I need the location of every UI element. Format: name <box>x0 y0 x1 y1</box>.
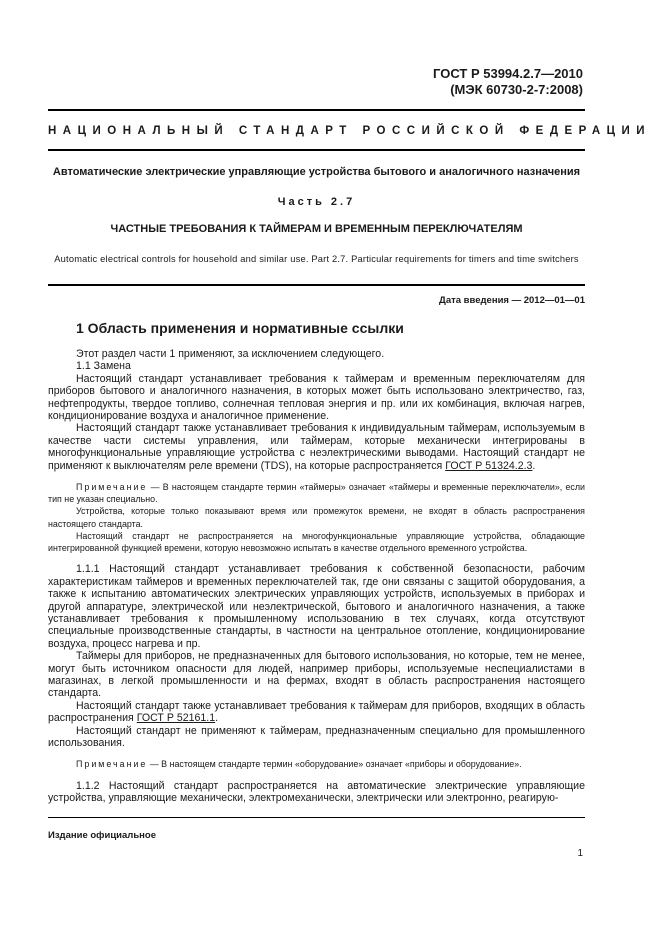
paragraph: 1.1 Замена <box>76 360 131 373</box>
edition-label: Издание официальное <box>48 830 156 841</box>
date-introduced: Дата введения — 2012—01—01 <box>439 295 585 306</box>
paragraph-text: Настоящий стандарт также устанавливает требования к таймерам для приборов, входящих в область распространения <box>48 699 585 725</box>
note-label: Примечание <box>76 482 148 493</box>
document-subtitle: ЧАСТНЫЕ ТРЕБОВАНИЯ К ТАЙМЕРАМ И ВРЕМЕННЫМ ПЕРЕКЛЮЧАТЕЛЯМ <box>110 223 523 235</box>
note: Настоящий стандарт не распространяется на многофункциональные управляющие устройства, обладающие интегрированной функцией времени, которую невозможно испытать в качестве отдельного временного устройства. <box>48 530 585 554</box>
note: Устройства, которые только показывают время или промежуток времени, не входят в область распространения настоящего стандарта. <box>48 506 585 529</box>
paragraph: 1.1.2 Настоящий стандарт распространяется на автоматические электрические управляющие устройства, управляющие механически, электромеханически, электрически или электронно, реагирую- <box>48 779 585 804</box>
paragraph: Настоящий стандарт не применяют к таймерам, предназначенным специально для промышленного использования. <box>48 724 585 749</box>
footer-rule <box>48 817 585 818</box>
note-text: — В настоящем стандарте термин «таймеры» означает «таймеры и временные переключатели», если тип не указан специально. <box>48 482 585 505</box>
title-rule <box>48 284 585 286</box>
paragraph: Настоящий стандарт устанавливает требования к таймерам и временным переключателям для приборов бытового и аналогичного назначения, в которых может быть использовано электричество, газ, нефтепродукты, твердое топливо, солнечная тепловая энергия и пр. или их комбинация, включая нагрев, кондиционирование воздуха и аналогичное применение. <box>48 372 585 423</box>
reference-link[interactable]: ГОСТ Р 51324.2.3 <box>445 459 533 472</box>
note-label: Примечание <box>76 759 148 770</box>
document-title: Автоматические электрические управляющие устройства бытового и аналогичного назначения <box>52 166 581 178</box>
national-standard-banner: НАЦИОНАЛЬНЫЙ СТАНДАРТ РОССИЙСКОЙ ФЕДЕРАЦИИ <box>48 125 652 137</box>
iec-number: (МЭК 60730-2-7:2008) <box>450 82 583 97</box>
paragraph <box>48 422 585 472</box>
paragraph: Таймеры для приборов, не предназначенных для бытового использования, но которые, тем не менее, могут быть источником опасности для людей, например приборы, используемые неспециалистами в магазинах, в легкой промышленности и на фермах, входят в область распространения настоящего стандарта. <box>48 650 585 700</box>
paragraph: 1.1.1 Настоящий стандарт устанавливает требования к собственной безопасности, рабочим характеристикам таймеров и временных переключателей так, где они связаны с защитой оборудования, а также к испытанию автоматических электрических управляющих устройств, используемых в приборах и другой аппаратуре, электрической или неэлектрической, бытового и аналогичного назначения, а также устанавливает требования к промышленному использованию в тех случаях, когда отсутствуют специальные производственные стандарты, в частности на центральное отопление, кондиционирование воздуха, процесс нагрева и пр. <box>48 563 585 650</box>
section-body <box>48 348 585 804</box>
gost-header <box>433 66 583 98</box>
gost-number: ГОСТ Р 53994.2.7—2010 <box>433 66 583 81</box>
section-heading: 1 Область применения и нормативные ссылки <box>76 320 404 336</box>
page-number: 1 <box>577 848 583 859</box>
paragraph: Этот раздел части 1 применяют, за исключением следующего. <box>76 348 385 360</box>
top-rule <box>48 109 585 111</box>
note-text: — В настоящем стандарте термин «оборудование» означает «приборы и оборудование». <box>147 759 522 770</box>
english-title: Automatic electrical controls for household and similar use. Part 2.7. Particular requirements for timers and time switchers <box>54 254 579 264</box>
note <box>48 481 585 505</box>
reference-link[interactable]: ГОСТ Р 52161.1 <box>136 712 216 725</box>
paragraph <box>48 700 585 725</box>
paragraph-end: . <box>532 459 536 472</box>
banner-rule <box>48 149 585 151</box>
note <box>48 758 585 770</box>
part-label: Часть 2.7 <box>277 196 356 208</box>
paragraph-end: . <box>215 712 219 725</box>
paragraph-text: Настоящий стандарт также устанавливает требования к индивидуальным таймерам, используемым в качестве части системы управления, или таймерам, которые механически интегрированы в многофункциональные управляющие устройства с неэлектрическими выводами. Настоящий стандарт не применяют к выключателям реле времени (TDS), на которые распространяется <box>48 422 585 472</box>
